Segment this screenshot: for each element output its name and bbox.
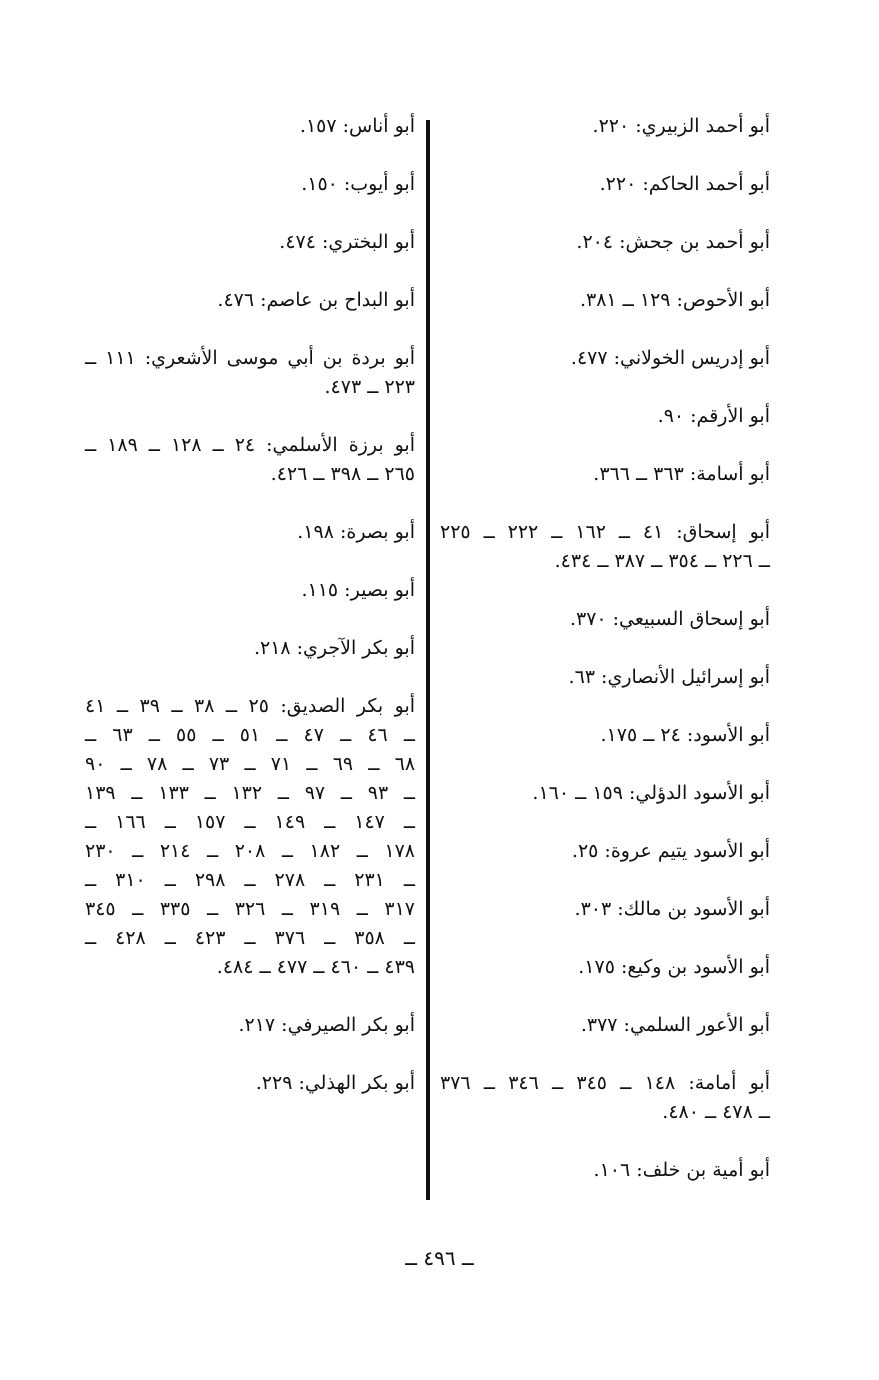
page-number: ــ ٤٩٦ ــ — [405, 1246, 474, 1270]
index-entry-line: أبو إسحاق: ٤١ ــ ١٦٢ ــ ٢٢٢ ــ ٢٢٥ — [440, 521, 770, 543]
index-entry — [85, 1069, 415, 1098]
index-entry — [440, 402, 770, 431]
index-entry-line: أبو بصير: ١١٥. — [301, 579, 415, 601]
index-entry-line: أبو الأسود الدؤلي: ١٥٩ ــ ١٦٠. — [532, 782, 770, 804]
index-entry-line: أبو الأسود بن وكيع: ١٧٥. — [578, 956, 770, 978]
index-entry — [440, 721, 770, 750]
index-entry-line: ــ ٢٣١ ــ ٢٧٨ ــ ٢٩٨ ــ ٣١٠ ــ — [85, 869, 415, 891]
index-entry — [440, 663, 770, 692]
index-entry — [85, 344, 415, 402]
index-entry — [440, 837, 770, 866]
index-entry-line: أبو أحمد الزبيري: ٢٢٠. — [592, 115, 770, 137]
index-entry-line: أبو أيوب: ١٥٠. — [301, 173, 415, 195]
index-entry-line: أبو الأحوص: ١٢٩ ــ ٣٨١. — [579, 289, 770, 311]
index-entry-line: أبو الأرقم: ٩٠. — [657, 405, 770, 427]
index-entry-line: أبو بكر الهذلي: ٢٢٩. — [255, 1072, 415, 1094]
index-entry — [440, 518, 770, 576]
index-entry-line: أبو إسرائيل الأنصاري: ٦٣. — [568, 666, 770, 688]
index-entry-line: أبو البداح بن عاصم: ٤٧٦. — [217, 289, 415, 311]
index-entry-line: ــ ٤٧٨ ــ ٤٨٠. — [662, 1101, 770, 1123]
index-entry — [440, 1156, 770, 1185]
index-entry-line: ــ ٣٥٨ ــ ٣٧٦ ــ ٤٢٣ ــ ٤٢٨ ــ — [85, 927, 415, 949]
index-entry — [440, 228, 770, 257]
index-entry — [440, 286, 770, 315]
index-entry — [85, 228, 415, 257]
index-entry — [85, 634, 415, 663]
index-entry — [440, 1069, 770, 1127]
index-entry-line: ٢٦٥ ــ ٣٩٨ ــ ٤٢٦. — [270, 463, 415, 485]
index-entry — [440, 1011, 770, 1040]
index-entry-line: أبو بصرة: ١٩٨. — [297, 521, 415, 543]
index-entry — [440, 895, 770, 924]
index-column-right — [440, 112, 770, 1214]
index-entry-line: أبو أحمد الحاكم: ٢٢٠. — [599, 173, 770, 195]
index-entry — [440, 170, 770, 199]
index-entry-line: أبو الأسود يتيم عروة: ٢٥. — [571, 840, 770, 862]
index-entry — [440, 460, 770, 489]
index-entry-line: أبو أسامة: ٣٦٣ ــ ٣٦٦. — [593, 463, 770, 485]
index-entry — [85, 286, 415, 315]
index-entry-line: ٣١٧ ــ ٣١٩ ــ ٣٢٦ ــ ٣٣٥ ــ ٣٤٥ — [85, 898, 415, 920]
index-entry-line: ــ ٩٣ ــ ٩٧ ــ ١٣٢ ــ ١٣٣ ــ ١٣٩ — [85, 782, 416, 804]
index-entry-line: أبو أناس: ١٥٧. — [299, 115, 415, 137]
index-entry-line: أبو بردة بن أبي موسى الأشعري: ١١١ ــ — [85, 347, 415, 369]
index-entry — [85, 518, 415, 547]
index-entry — [85, 692, 415, 982]
index-entry-line: أبو بكر الآجري: ٢١٨. — [253, 637, 415, 659]
index-entry-line: أبو البختري: ٤٧٤. — [279, 231, 415, 253]
index-entry-line: أبو الأسود: ٢٤ ــ ١٧٥. — [600, 724, 770, 746]
index-entry — [85, 431, 415, 489]
index-entry-line: ــ ٢٢٦ ــ ٣٥٤ ــ ٣٨٧ ــ ٤٣٤. — [554, 550, 770, 572]
index-entry-line: أبو الأعور السلمي: ٣٧٧. — [580, 1014, 770, 1036]
index-entry — [85, 112, 415, 141]
index-entry-line: أبو أمامة: ١٤٨ ــ ٣٤٥ ــ ٣٤٦ ــ ٣٧٦ — [440, 1072, 770, 1094]
index-entry — [440, 344, 770, 373]
index-entry-line: أبو إسحاق السبيعي: ٣٧٠. — [569, 608, 770, 630]
index-entry-line: ٤٣٩ ــ ٤٦٠ ــ ٤٧٧ ــ ٤٨٤. — [216, 956, 415, 978]
index-entry-line: ــ ٤٦ ــ ٤٧ ــ ٥١ ــ ٥٥ ــ ٦٣ ــ — [85, 724, 415, 746]
index-entry-line: أبو بكر الصديق: ٢٥ ــ ٣٨ ــ ٣٩ ــ ٤١ — [85, 695, 416, 717]
index-entry — [85, 170, 415, 199]
index-entry-line: أبو برزة الأسلمي: ٢٤ ــ ١٢٨ ــ ١٨٩ ــ — [85, 434, 415, 456]
index-entry — [440, 605, 770, 634]
index-entry-line: ــ ١٤٧ ــ ١٤٩ ــ ١٥٧ ــ ١٦٦ ــ — [85, 811, 415, 833]
index-entry-line: أبو أمية بن خلف: ١٠٦. — [593, 1159, 770, 1181]
index-entry-line: أبو الأسود بن مالك: ٣٠٣. — [574, 898, 770, 920]
index-entry-line: أبو بكر الصيرفي: ٢١٧. — [238, 1014, 415, 1036]
index-entry — [440, 779, 770, 808]
column-divider — [426, 120, 430, 1200]
index-entry — [85, 1011, 415, 1040]
index-entry — [85, 576, 415, 605]
index-entry-line: ١٧٨ ــ ١٨٢ ــ ٢٠٨ ــ ٢١٤ ــ ٢٣٠ — [85, 840, 415, 862]
index-column-left — [85, 112, 415, 1127]
index-entry-line: ٢٢٣ ــ ٤٧٣. — [324, 376, 415, 398]
index-entry-line: أبو أحمد بن جحش: ٢٠٤. — [576, 231, 770, 253]
index-entry — [440, 953, 770, 982]
index-entry — [440, 112, 770, 141]
index-entry-line: أبو إدريس الخولاني: ٤٧٧. — [570, 347, 770, 369]
index-entry-line: ٦٨ ــ ٦٩ ــ ٧١ ــ ٧٣ ــ ٧٨ ــ ٩٠ — [85, 753, 416, 775]
